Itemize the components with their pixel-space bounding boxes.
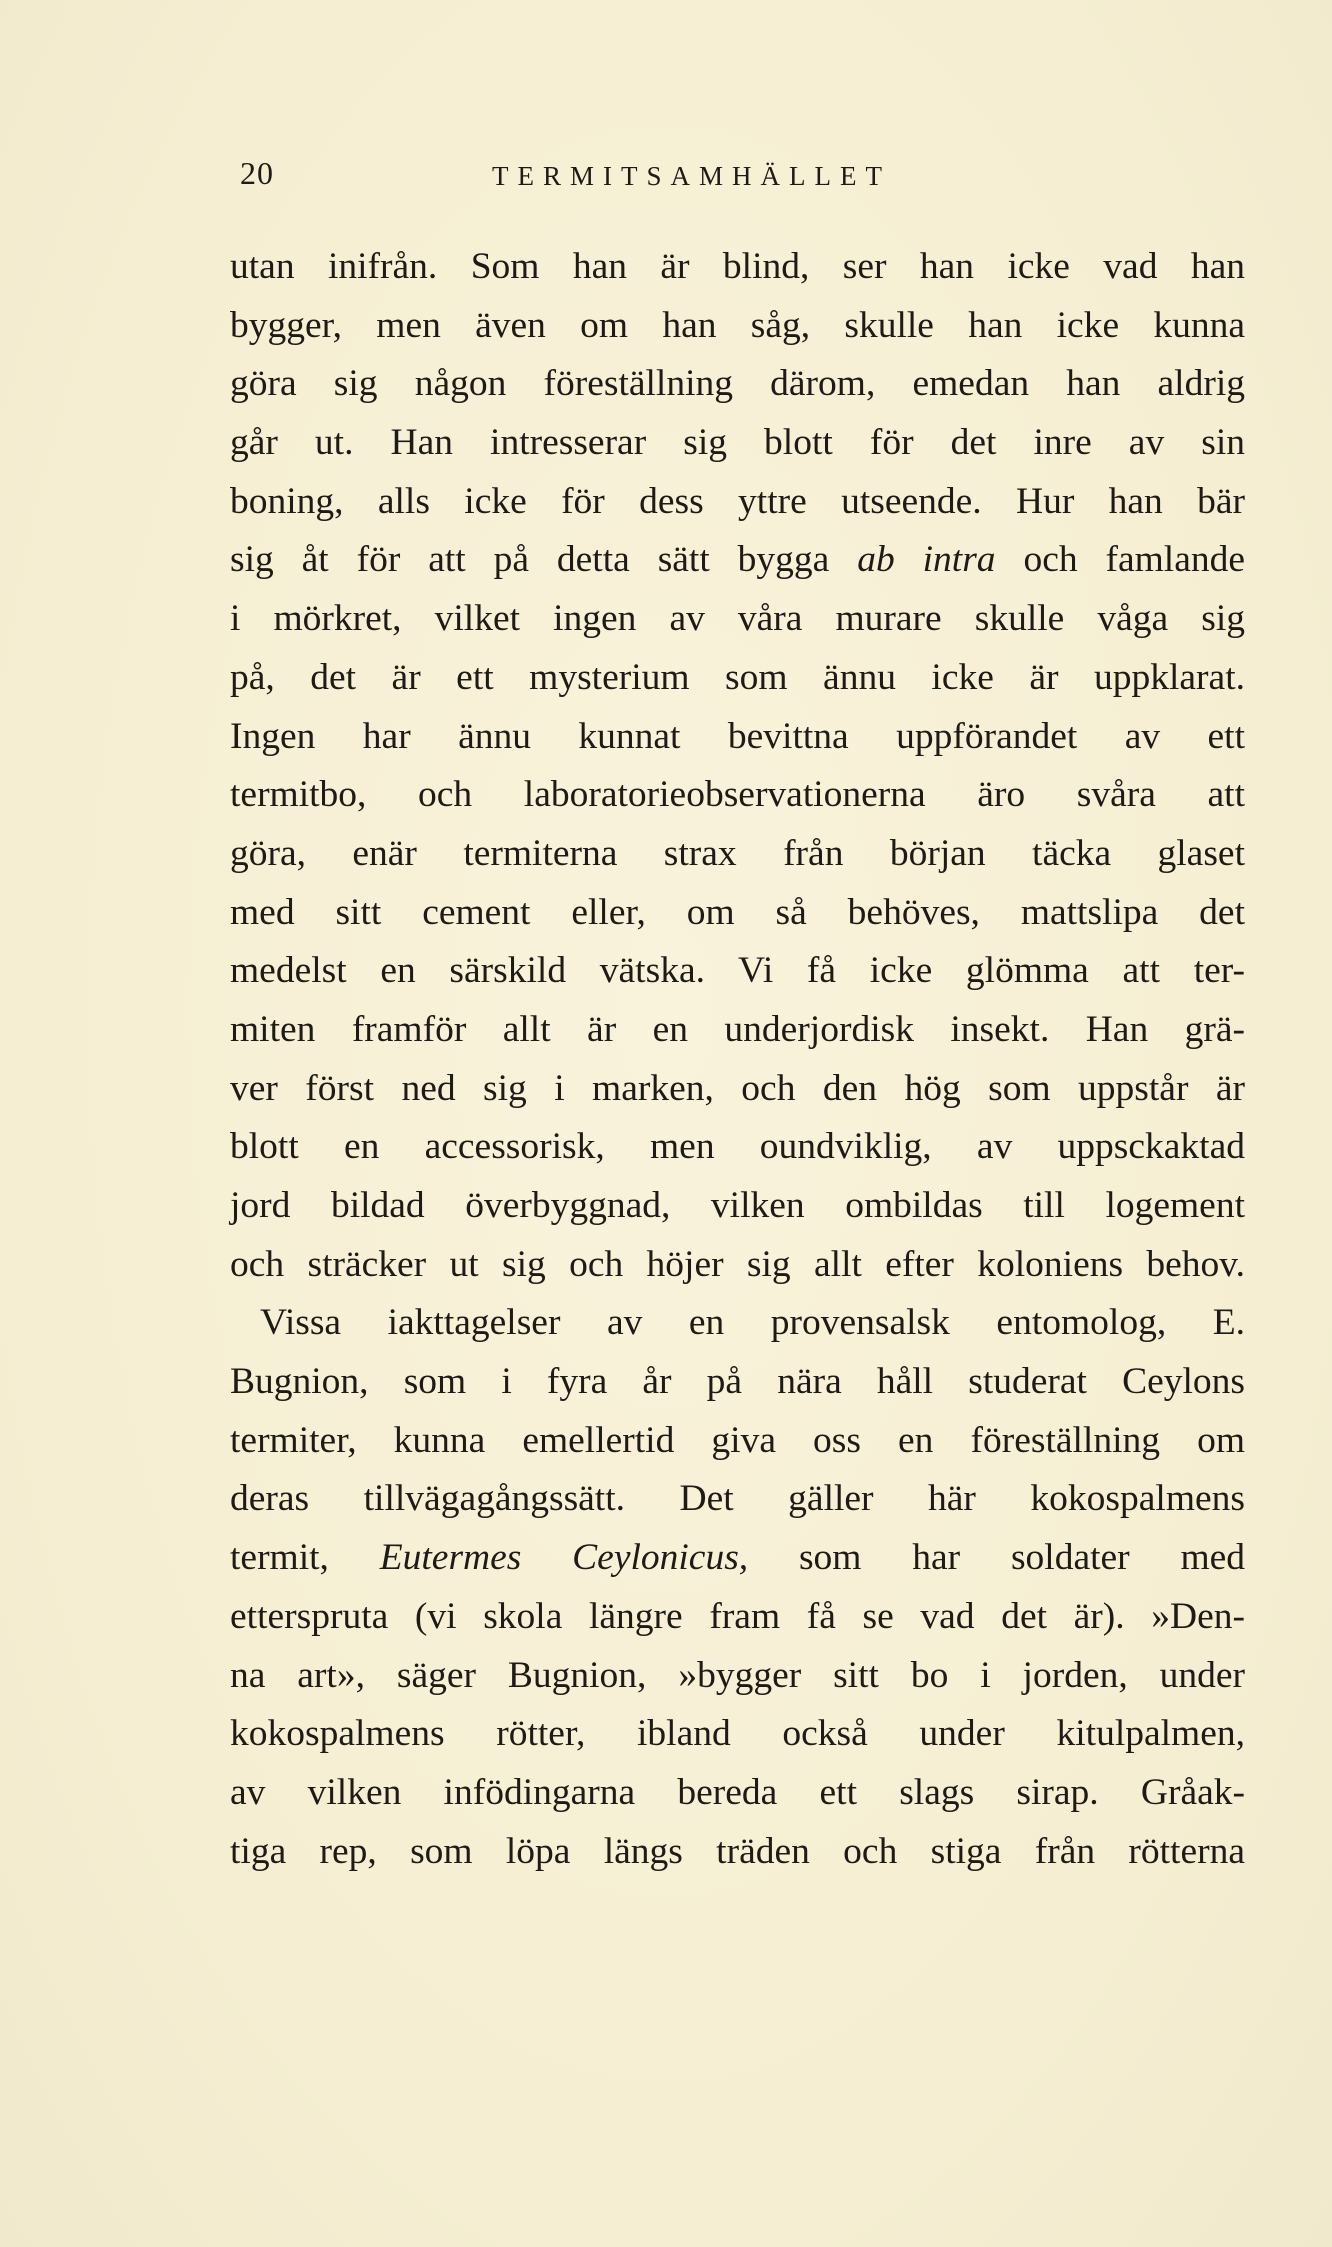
text-line: och sträcker ut sig och höjer sig allt efter koloniens behov. — [230, 1243, 1245, 1285]
text-line: jord bildad överbyggnad, vilken ombildas till logement — [230, 1185, 1245, 1226]
text-line: na art», säger Bugnion, »bygger sitt bo i jorden, under — [230, 1654, 1245, 1696]
italic-phrase: ab intra — [857, 539, 996, 581]
text-run: och famlande — [995, 539, 1246, 581]
text-line: blott en accessorisk, men oundviklig, av uppsckaktad — [230, 1126, 1245, 1168]
text-line: med sitt cement eller, om så behöves, mattslipa det — [230, 891, 1245, 933]
text-line: på, det är ett mysterium som ännu icke är uppklarat. — [230, 656, 1245, 698]
text-line: bygger, men även om han såg, skulle han icke kunna — [230, 304, 1245, 346]
text-line: ettersprutа (vi skola längre fram få se vad det är). »Den- — [230, 1595, 1245, 1637]
text-line: går ut. Han intresserar sig blott för det inre av sin — [230, 422, 1245, 464]
text-run: sig åt för att på detta sätt bygga — [230, 539, 858, 581]
text-line: termitbo, och laboratorieobservationerna äro svåra att — [230, 774, 1245, 816]
page-header — [240, 155, 1240, 205]
text-line: boning, alls icke för dess yttre utseende. Hur han bär — [230, 480, 1245, 522]
text-line: utan inifrån. Som han är blind, ser han icke vad han — [230, 246, 1245, 287]
text-line: miten framför allt är en underjordisk insekt. Han grä- — [230, 1008, 1245, 1050]
text-line: göra, enär termiterna strax från början täcka glaset — [230, 832, 1245, 874]
text-line: göra sig någon föreställning därom, emedan han aldrig — [230, 363, 1245, 405]
text-line: ver först ned sig i marken, och den hög som uppstår är — [230, 1067, 1245, 1109]
text-line: av vilken infödingarna bereda ett slags sirap. Gråak- — [230, 1771, 1245, 1813]
text-line: Vissa iakttagelser av en provensalsk entomolog, E. — [260, 1302, 1245, 1344]
italic-phrase: Eutermes Ceylonicus, — [379, 1537, 749, 1579]
body-text — [230, 238, 1245, 1881]
text-line: Ingen har ännu kunnat bevittna uppförandet av ett — [230, 715, 1245, 757]
text-line: termiter, kunna emellertid giva oss en föreställning om — [230, 1419, 1245, 1461]
text-line: Bugnion, som i fyra år på nära håll studerat Ceylons — [230, 1361, 1245, 1403]
text-line: deras tillvägagångssätt. Det gäller här kokospalmens — [230, 1478, 1245, 1520]
text-line: medelst en särskild vätska. Vi få icke glömma att ter- — [230, 950, 1245, 992]
running-title: TERMITSAMHÄLLET — [492, 161, 891, 191]
page-number: 20 — [240, 155, 274, 191]
text-line — [230, 531, 1245, 590]
text-line — [230, 1529, 1245, 1588]
text-line: i mörkret, vilket ingen av våra murare skulle våga sig — [230, 598, 1245, 640]
text-run: termit, — [230, 1537, 380, 1579]
text-run: som har soldater med — [748, 1537, 1246, 1579]
text-line: tiga rep, som löpa längs träden och stiga från rötterna — [230, 1830, 1245, 1872]
text-line: kokospalmens rötter, ibland också under kitulpalmen, — [230, 1713, 1245, 1755]
